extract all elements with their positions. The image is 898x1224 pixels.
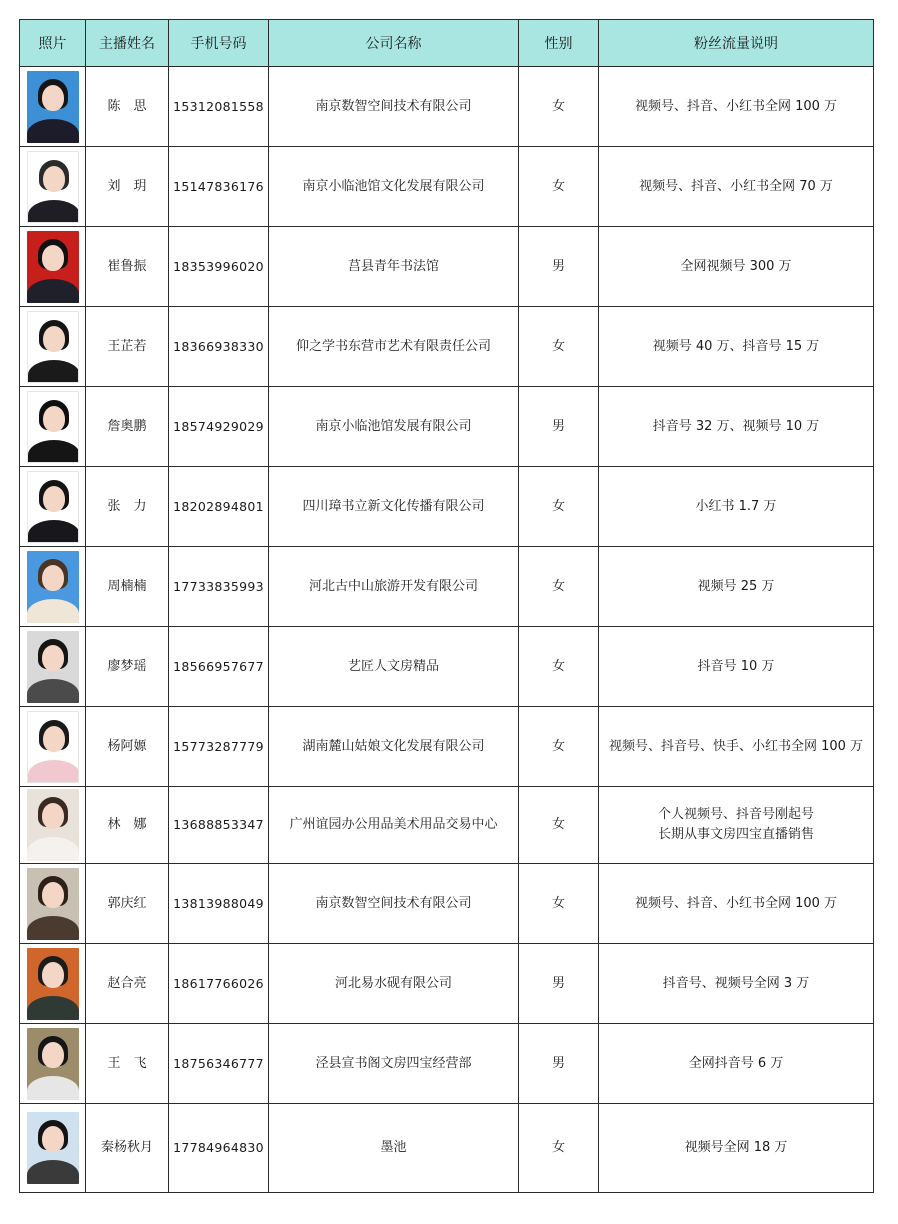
fans-line: 视频号、抖音、小红书全网 70 万 xyxy=(639,178,833,194)
portrait-clothes xyxy=(27,1076,79,1100)
gender: 男 xyxy=(519,1024,599,1104)
table-row xyxy=(20,467,874,547)
fans-line: 视频号、抖音、小红书全网 100 万 xyxy=(634,895,838,911)
streamer-name: 周楠楠 xyxy=(86,547,169,627)
company-name: 四川璋书立新文化传播有限公司 xyxy=(269,467,519,547)
streamer-name: 张 力 xyxy=(86,467,169,547)
portrait-photo xyxy=(27,1028,79,1100)
portrait-face xyxy=(43,326,65,352)
company-name: 南京小临池馆发展有限公司 xyxy=(269,387,519,467)
streamer-name: 林 娜 xyxy=(86,787,169,864)
company-name: 南京数智空间技术有限公司 xyxy=(269,67,519,147)
fans-description xyxy=(599,787,874,864)
gender: 女 xyxy=(519,627,599,707)
fans-line: 全网视频号 300 万 xyxy=(680,258,792,274)
portrait-photo xyxy=(27,151,79,223)
gender: 女 xyxy=(519,147,599,227)
portrait-photo xyxy=(27,789,79,861)
company-name: 艺匠人文房精品 xyxy=(269,627,519,707)
photo-cell xyxy=(20,627,86,707)
fans-line: 视频号、抖音号、快手、小红书全网 100 万 xyxy=(608,738,864,754)
fans-description xyxy=(599,547,874,627)
company-name: 河北易水砚有限公司 xyxy=(269,944,519,1024)
streamer-name: 廖梦瑶 xyxy=(86,627,169,707)
table-row xyxy=(20,944,874,1024)
portrait-clothes xyxy=(28,200,79,223)
phone-number: 17784964830 xyxy=(169,1104,269,1193)
portrait-clothes xyxy=(28,760,79,783)
phone-number: 17733835993 xyxy=(169,547,269,627)
photo-cell xyxy=(20,707,86,787)
fans-description xyxy=(599,1104,874,1193)
table-row xyxy=(20,147,874,227)
gender: 女 xyxy=(519,707,599,787)
fans-line: 视频号 40 万、抖音号 15 万 xyxy=(652,338,820,354)
portrait-photo xyxy=(27,471,79,543)
photo-cell xyxy=(20,547,86,627)
fans-description xyxy=(599,467,874,547)
table-row xyxy=(20,627,874,707)
streamer-name: 刘 玥 xyxy=(86,147,169,227)
fans-description xyxy=(599,707,874,787)
fans-line: 长期从事文房四宝直播销售 xyxy=(657,827,814,842)
fans-line: 视频号 25 万 xyxy=(697,578,775,594)
phone-number: 15312081558 xyxy=(169,67,269,147)
fans-description xyxy=(599,307,874,387)
company-name: 莒县青年书法馆 xyxy=(269,227,519,307)
gender: 女 xyxy=(519,787,599,864)
portrait-face xyxy=(42,803,64,829)
portrait-face xyxy=(42,882,64,908)
table-body xyxy=(20,67,874,1193)
header-name: 主播姓名 xyxy=(86,20,169,67)
streamer-name: 陈 思 xyxy=(86,67,169,147)
streamer-table xyxy=(19,19,874,1193)
portrait-face xyxy=(42,565,64,591)
gender: 女 xyxy=(519,67,599,147)
fans-line: 抖音号、视频号全网 3 万 xyxy=(662,975,810,991)
photo-cell xyxy=(20,467,86,547)
phone-number: 18353996020 xyxy=(169,227,269,307)
company-name: 南京小临池馆文化发展有限公司 xyxy=(269,147,519,227)
fans-line: 抖音号 32 万、视频号 10 万 xyxy=(652,418,820,434)
portrait-face xyxy=(43,726,65,752)
portrait-photo xyxy=(27,311,79,383)
portrait-clothes xyxy=(27,599,79,623)
photo-cell xyxy=(20,1104,86,1193)
phone-number: 18574929029 xyxy=(169,387,269,467)
portrait-photo xyxy=(27,71,79,143)
portrait-clothes xyxy=(27,279,79,303)
gender: 女 xyxy=(519,307,599,387)
phone-number: 18617766026 xyxy=(169,944,269,1024)
table-row xyxy=(20,1024,874,1104)
fans-description xyxy=(599,864,874,944)
table-row xyxy=(20,227,874,307)
photo-cell xyxy=(20,67,86,147)
gender: 女 xyxy=(519,1104,599,1193)
portrait-face xyxy=(43,486,65,512)
streamer-name: 王 飞 xyxy=(86,1024,169,1104)
table-row xyxy=(20,787,874,864)
gender: 男 xyxy=(519,227,599,307)
photo-cell xyxy=(20,1024,86,1104)
photo-cell xyxy=(20,944,86,1024)
portrait-photo xyxy=(27,948,79,1020)
streamer-name: 王芷若 xyxy=(86,307,169,387)
portrait-clothes xyxy=(28,520,79,543)
gender: 男 xyxy=(519,944,599,1024)
streamer-name: 郭庆红 xyxy=(86,864,169,944)
header-phone: 手机号码 xyxy=(169,20,269,67)
portrait-face xyxy=(42,1126,64,1152)
fans-line: 抖音号 10 万 xyxy=(697,658,775,674)
portrait-photo xyxy=(27,231,79,303)
company-name: 墨池 xyxy=(269,1104,519,1193)
portrait-photo xyxy=(27,631,79,703)
portrait-face xyxy=(43,166,65,192)
company-name: 南京数智空间技术有限公司 xyxy=(269,864,519,944)
company-name: 仰之学书东营市艺术有限责任公司 xyxy=(269,307,519,387)
fans-description xyxy=(599,67,874,147)
phone-number: 18756346777 xyxy=(169,1024,269,1104)
portrait-face xyxy=(42,1042,64,1068)
fans-description xyxy=(599,387,874,467)
phone-number: 13688853347 xyxy=(169,787,269,864)
company-name: 泾县宣书阁文房四宝经营部 xyxy=(269,1024,519,1104)
portrait-clothes xyxy=(28,360,79,383)
streamer-name: 詹奥鹏 xyxy=(86,387,169,467)
table-row xyxy=(20,547,874,627)
portrait-photo xyxy=(27,391,79,463)
portrait-clothes xyxy=(27,916,79,940)
streamer-name: 杨阿嫄 xyxy=(86,707,169,787)
portrait-face xyxy=(42,962,64,988)
company-name: 河北古中山旅游开发有限公司 xyxy=(269,547,519,627)
photo-cell xyxy=(20,227,86,307)
photo-cell xyxy=(20,864,86,944)
fans-line: 视频号全网 18 万 xyxy=(684,1140,788,1155)
streamer-name: 崔鲁振 xyxy=(86,227,169,307)
portrait-face xyxy=(43,406,65,432)
phone-number: 15773287779 xyxy=(169,707,269,787)
gender: 女 xyxy=(519,864,599,944)
phone-number: 18566957677 xyxy=(169,627,269,707)
phone-number: 18366938330 xyxy=(169,307,269,387)
fans-line: 视频号、抖音、小红书全网 100 万 xyxy=(634,98,838,114)
photo-cell xyxy=(20,147,86,227)
portrait-clothes xyxy=(27,837,79,861)
portrait-face xyxy=(42,245,64,271)
photo-cell xyxy=(20,307,86,387)
fans-description xyxy=(599,1024,874,1104)
portrait-clothes xyxy=(27,679,79,703)
header-company: 公司名称 xyxy=(269,20,519,67)
portrait-photo xyxy=(27,1112,79,1184)
table-row xyxy=(20,707,874,787)
fans-description xyxy=(599,147,874,227)
portrait-clothes xyxy=(27,1160,79,1184)
gender: 男 xyxy=(519,387,599,467)
fans-line: 全网抖音号 6 万 xyxy=(688,1055,784,1071)
portrait-face xyxy=(42,645,64,671)
portrait-clothes xyxy=(27,996,79,1020)
company-name: 广州谊园办公用品美术用品交易中心 xyxy=(269,787,519,864)
fans-line: 个人视频号、抖音号刚起号 xyxy=(657,807,814,822)
fans-description xyxy=(599,227,874,307)
header-photo: 照片 xyxy=(20,20,86,67)
header-row xyxy=(20,20,874,67)
table-row xyxy=(20,307,874,387)
portrait-clothes xyxy=(27,119,79,143)
header-gender: 性别 xyxy=(519,20,599,67)
gender: 女 xyxy=(519,467,599,547)
portrait-clothes xyxy=(28,440,79,463)
phone-number: 15147836176 xyxy=(169,147,269,227)
gender: 女 xyxy=(519,547,599,627)
table-row xyxy=(20,1104,874,1193)
fans-line: 小红书 1.7 万 xyxy=(695,498,777,514)
phone-number: 13813988049 xyxy=(169,864,269,944)
header-fans: 粉丝流量说明 xyxy=(599,20,874,67)
fans-description xyxy=(599,944,874,1024)
fans-description xyxy=(599,627,874,707)
table-row xyxy=(20,67,874,147)
streamer-name: 赵合亮 xyxy=(86,944,169,1024)
table-row xyxy=(20,864,874,944)
company-name: 湖南麓山姑娘文化发展有限公司 xyxy=(269,707,519,787)
table-row xyxy=(20,387,874,467)
phone-number: 18202894801 xyxy=(169,467,269,547)
photo-cell xyxy=(20,387,86,467)
portrait-face xyxy=(42,85,64,111)
portrait-photo xyxy=(27,551,79,623)
photo-cell xyxy=(20,787,86,864)
streamer-name: 秦杨秋月 xyxy=(86,1104,169,1193)
portrait-photo xyxy=(27,711,79,783)
portrait-photo xyxy=(27,868,79,940)
